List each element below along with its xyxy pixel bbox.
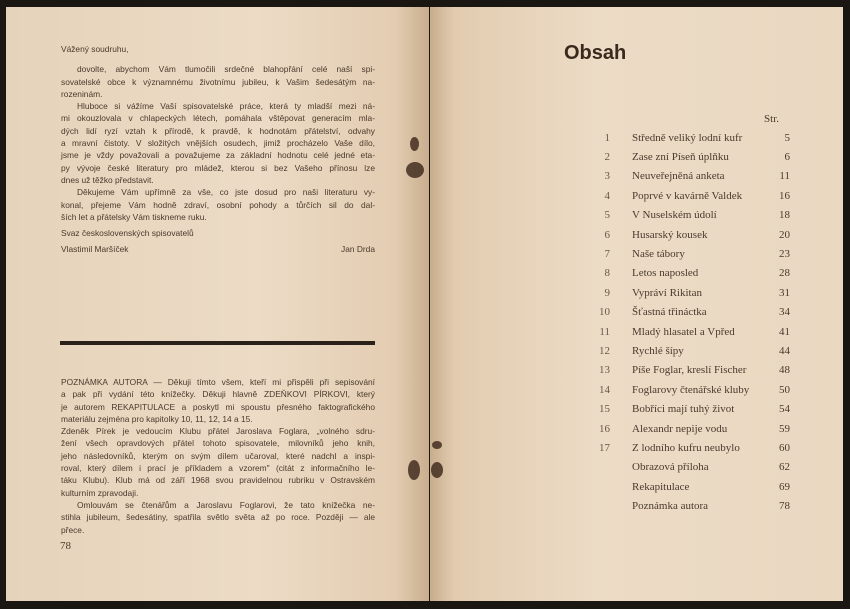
chapter-number: 17: [599, 441, 610, 454]
text-line: táku Klubu). Klub má od září 1968 svou pravidelnou rubriku v Ostravském: [61, 475, 375, 486]
text-line: py vývoje české literatury pro mládež, kterou si bez Vašeho přínosu lze: [61, 162, 375, 173]
chapter-number: 16: [599, 422, 610, 435]
chapter-number: 3: [604, 170, 610, 183]
chapter-title: V Nuselském údolí: [632, 209, 717, 222]
text-line: ších let a přátelsky Vám tiskneme ruku.: [61, 211, 207, 222]
text-line: dovolte, abychom Vám tlumočili srdečné blahopřání celé naší spi-: [77, 64, 375, 75]
chapter-page: 60: [779, 441, 790, 454]
binding-stain: [408, 460, 420, 480]
letter-greeting: Vážený soudruhu,: [61, 44, 129, 54]
text-line: a mravní čistoty. V složitých vnějších osudech, jimiž procházelo Vaše dílo,: [61, 138, 375, 149]
chapter-page: 62: [779, 461, 790, 474]
chapter-number: 10: [599, 306, 610, 319]
letter-body: [61, 63, 375, 223]
binding-stain: [406, 162, 424, 178]
chapter-page: 50: [779, 383, 790, 396]
chapter-title: Rekapitulace: [632, 480, 690, 493]
chapter-title: Poprvé v kavárně Valdek: [632, 189, 743, 202]
chapter-page: 41: [779, 325, 790, 338]
chapter-title: Rychlé šípy: [632, 344, 684, 357]
toc-entry: [580, 186, 790, 205]
chapter-number: 1: [604, 131, 610, 144]
signatures: [61, 243, 375, 255]
chapter-number: 15: [599, 403, 610, 416]
text-line: materiálu zejména pro kapitolky 10, 11, 12, 14 a 15.: [61, 413, 253, 424]
chapter-number: 9: [604, 286, 610, 299]
chapter-number: 14: [599, 383, 610, 396]
toc-entry: [580, 380, 790, 399]
letter: [61, 43, 375, 256]
text-line: roval, který dílem i prací je příkladem a vzorem" (citát z informačního le-: [61, 463, 375, 474]
chapter-number: 12: [599, 344, 610, 357]
signatory-left: Vlastimil Maršíček: [61, 244, 129, 255]
text-line: sovatelské obce k významnému životnímu jubileu, k Vašim šedesátým na-: [61, 76, 375, 87]
chapter-number: 2: [604, 151, 610, 164]
toc-entry: [580, 477, 790, 496]
chapter-page: 20: [779, 228, 790, 241]
text-line: přece.: [61, 524, 85, 535]
chapter-page: 28: [779, 267, 790, 280]
chapter-page: 44: [779, 344, 790, 357]
page-number: 78: [60, 540, 71, 552]
toc-entry: [580, 458, 790, 477]
chapter-page: 23: [779, 248, 790, 261]
chapter-page: 5: [784, 131, 790, 144]
divider-rule: [60, 341, 375, 345]
toc-entry: [580, 496, 790, 515]
binding-stain: [431, 462, 443, 478]
chapter-title: Zase zní Píseň úplňku: [632, 151, 729, 164]
toc-entry: [580, 283, 790, 302]
text-line: je autorem REKAPITULACE a poskytl mi spoustu přesného faktografického: [61, 401, 375, 412]
toc-entry: [580, 206, 790, 225]
chapter-title: Husarský kousek: [632, 228, 708, 241]
text-line: jeho následovníků, kterým on svým dílem učaroval, které nadchl a inspi-: [61, 450, 375, 461]
chapter-page: 31: [779, 286, 790, 299]
text-line: mi okouzlovala v chlapeckých létech, pomáhala vštěpovat generacím mla-: [61, 113, 375, 124]
toc-entry: [580, 303, 790, 322]
chapter-page: 34: [779, 306, 790, 319]
toc-entry: [580, 264, 790, 283]
toc-entry: [580, 438, 790, 457]
chapter-page: 69: [779, 480, 790, 493]
left-page: [6, 7, 429, 601]
text-line: POZNÁMKA AUTORA — Děkuji tímto všem, kteří mi přispěli při sepisování: [61, 377, 375, 387]
toc-entry: [580, 147, 790, 166]
chapter-number: 6: [604, 228, 610, 241]
chapter-title: Píše Foglar, kreslí Fischer: [632, 364, 747, 377]
text-line: a pak při vydání této knížečky. Děkuji hlavně ZDEŇKOVI PÍRKOVI, který: [61, 389, 375, 400]
chapter-title: Středně veliký lodní kufr: [632, 131, 743, 144]
chapter-title: Neuveřejněná anketa: [632, 170, 725, 183]
text-line: Děkujeme Vám upřímně za vše, co jste dosud pro naši literaturu vy-: [77, 187, 375, 198]
toc-entry: [580, 341, 790, 360]
chapter-title: Obrazová příloha: [632, 461, 709, 474]
toc-entry: [580, 225, 790, 244]
text-line: kulturním zpravodaji.: [61, 487, 139, 498]
toc-entry: [580, 322, 790, 341]
chapter-number: 7: [604, 248, 610, 261]
text-line: dých lidí ryzí vztah k přírodě, k pravdě, k hodnotám přátelství, odvahy: [61, 125, 375, 136]
chapter-title: Mladý hlasatel a Vpřed: [632, 325, 735, 338]
table-of-contents: [580, 128, 790, 516]
toc-entry: [580, 419, 790, 438]
binding-stain: [432, 441, 442, 449]
chapter-title: Poznámka autora: [632, 500, 709, 513]
page-column-header: Str.: [764, 113, 779, 125]
chapter-title: Foglarovy čtenářské kluby: [632, 383, 750, 396]
text-line: Omlouvám se čtenářům a Jaroslavu Foglarovi, že tato knížečka ne-: [77, 499, 375, 510]
toc-entry: [580, 244, 790, 263]
chapter-page: 16: [779, 189, 790, 202]
binding-stain: [410, 137, 419, 151]
organization: Svaz československých spisovatelů: [61, 228, 194, 239]
chapter-page: 78: [779, 500, 790, 513]
signatory-right: Jan Drda: [341, 244, 375, 255]
chapter-page: 18: [779, 209, 790, 222]
chapter-number: 5: [604, 209, 610, 222]
chapter-title: Letos naposled: [632, 267, 699, 280]
toc-entry: [580, 361, 790, 380]
chapter-page: 54: [779, 403, 790, 416]
toc-entry: [580, 399, 790, 418]
text-line: Zdeněk Pírek je vedoucím Klubu přátel Jaroslava Foglara, „volného sdru-: [61, 426, 375, 437]
text-line: konal, přejeme Vám hodně zdraví, osobní pohody a tůrčích sil do dal-: [61, 199, 375, 210]
chapter-page: 59: [779, 422, 790, 435]
chapter-number: 13: [599, 364, 610, 377]
toc-entry: [580, 167, 790, 186]
chapter-title: Alexandr nepije vodu: [632, 422, 728, 435]
text-line: žení všech opravdových přátel tohoto spisovatele, milovníků jeho knih,: [61, 438, 375, 449]
right-page: [430, 7, 843, 601]
text-line: jsme je vždy považovali a považujeme za základní hodnotu celé jedné eta-: [61, 150, 375, 161]
chapter-title: Vypráví Rikitan: [632, 286, 702, 299]
toc-entry: [580, 128, 790, 147]
text-line: dnes už těžko představit.: [61, 174, 154, 185]
text-line: stihla jubileum, šedesátiny, spatřila světlo světa až po roce. Později — ale: [61, 512, 375, 523]
text-line: rozeninám.: [61, 88, 103, 99]
text-line: Hluboce si vážíme Vaší spisovatelské práce, která ty mladší mezi ná-: [77, 101, 375, 112]
chapter-title: Šťastná třináctka: [632, 306, 707, 319]
toc-title: Obsah: [564, 42, 627, 64]
chapter-page: 6: [784, 151, 790, 164]
chapter-title: Naše tábory: [632, 248, 685, 261]
chapter-page: 11: [779, 170, 790, 183]
chapter-number: 8: [604, 267, 610, 280]
chapter-number: 11: [599, 325, 610, 338]
chapter-number: 4: [604, 189, 610, 202]
chapter-title: Bobříci mají tuhý život: [632, 403, 735, 416]
chapter-page: 48: [779, 364, 790, 377]
author-note: [61, 376, 375, 536]
chapter-title: Z lodního kufru neubylo: [632, 441, 740, 454]
